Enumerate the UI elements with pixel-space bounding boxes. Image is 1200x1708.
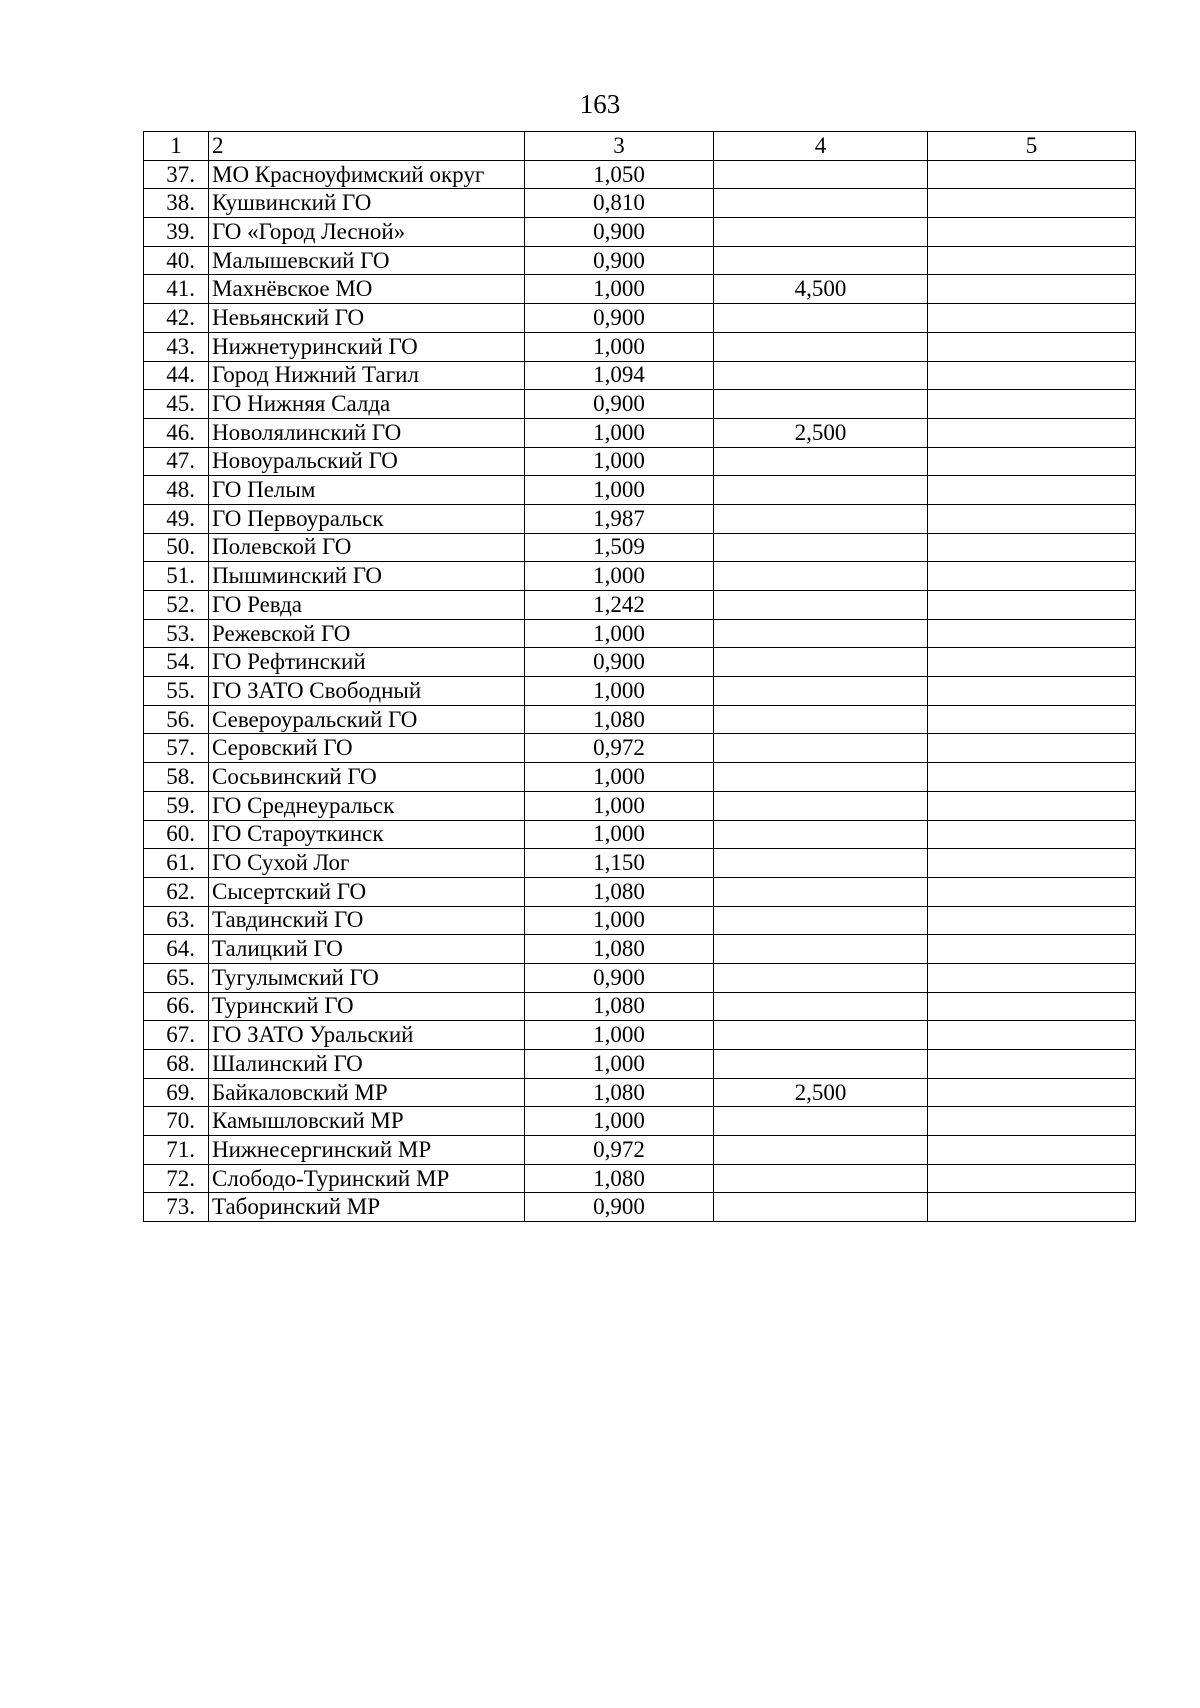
cell-col-index: 38.: [144, 189, 209, 218]
cell-col-5: [928, 304, 1136, 333]
cell-col-index: 61.: [144, 849, 209, 878]
cell-col-4: [714, 619, 928, 648]
cell-col-5: [928, 504, 1136, 533]
cell-col-4: [714, 304, 928, 333]
cell-col-index: 40.: [144, 246, 209, 275]
cell-col-coefficient: 0,900: [525, 218, 714, 247]
cell-col-5: [928, 619, 1136, 648]
table-row: [144, 849, 1136, 878]
cell-col-coefficient: 0,900: [525, 648, 714, 677]
table-row: [144, 390, 1136, 419]
cell-col-coefficient: 1,509: [525, 533, 714, 562]
table-row: [144, 504, 1136, 533]
cell-col-index: 63.: [144, 906, 209, 935]
table-row: [144, 246, 1136, 275]
cell-col-5: [928, 992, 1136, 1021]
cell-col-4: [714, 476, 928, 505]
cell-col-4: [714, 963, 928, 992]
cell-col-index: 46.: [144, 418, 209, 447]
table-row: [144, 189, 1136, 218]
header-row: [144, 132, 1136, 161]
cell-col-coefficient: 1,000: [525, 791, 714, 820]
cell-col-coefficient: 1,080: [525, 992, 714, 1021]
cell-col-name: Сысертский ГО: [209, 877, 525, 906]
table-row: [144, 877, 1136, 906]
table-row: [144, 447, 1136, 476]
cell-col-5: [928, 246, 1136, 275]
cell-col-name: Серовский ГО: [209, 734, 525, 763]
cell-col-coefficient: 0,810: [525, 189, 714, 218]
cell-col-index: 65.: [144, 963, 209, 992]
header-cell-col-index: 1: [144, 132, 209, 161]
cell-col-index: 59.: [144, 791, 209, 820]
header-cell-col-4: 4: [714, 132, 928, 161]
cell-col-5: [928, 189, 1136, 218]
cell-col-5: [928, 275, 1136, 304]
cell-col-5: [928, 963, 1136, 992]
cell-col-index: 67.: [144, 1021, 209, 1050]
cell-col-coefficient: 1,000: [525, 332, 714, 361]
cell-col-4: [714, 390, 928, 419]
cell-col-name: Малышевский ГО: [209, 246, 525, 275]
table-row: [144, 992, 1136, 1021]
cell-col-coefficient: 1,000: [525, 447, 714, 476]
cell-col-name: ГО Нижняя Салда: [209, 390, 525, 419]
cell-col-coefficient: 1,000: [525, 275, 714, 304]
cell-col-5: [928, 390, 1136, 419]
cell-col-index: 48.: [144, 476, 209, 505]
data-table: [143, 131, 1136, 1222]
cell-col-4: [714, 849, 928, 878]
cell-col-index: 51.: [144, 562, 209, 591]
cell-col-coefficient: 1,080: [525, 1078, 714, 1107]
cell-col-coefficient: 1,000: [525, 476, 714, 505]
cell-col-coefficient: 0,972: [525, 1136, 714, 1165]
cell-col-coefficient: 1,000: [525, 677, 714, 706]
cell-col-4: [714, 332, 928, 361]
cell-col-index: 64.: [144, 935, 209, 964]
table-row: [144, 476, 1136, 505]
cell-col-coefficient: 1,000: [525, 1021, 714, 1050]
cell-col-name: Невьянский ГО: [209, 304, 525, 333]
cell-col-name: ГО Ревда: [209, 591, 525, 620]
cell-col-name: Новоуральский ГО: [209, 447, 525, 476]
table-body: [144, 160, 1136, 1221]
cell-col-4: [714, 906, 928, 935]
cell-col-4: [714, 791, 928, 820]
table-row: [144, 935, 1136, 964]
cell-col-5: [928, 734, 1136, 763]
cell-col-5: [928, 1021, 1136, 1050]
cell-col-index: 55.: [144, 677, 209, 706]
cell-col-5: [928, 1107, 1136, 1136]
cell-col-name: ГО ЗАТО Уральский: [209, 1021, 525, 1050]
cell-col-index: 58.: [144, 763, 209, 792]
cell-col-4: [714, 562, 928, 591]
cell-col-index: 49.: [144, 504, 209, 533]
cell-col-index: 39.: [144, 218, 209, 247]
cell-col-name: Полевской ГО: [209, 533, 525, 562]
cell-col-coefficient: 1,050: [525, 160, 714, 189]
cell-col-coefficient: 1,000: [525, 562, 714, 591]
cell-col-5: [928, 1136, 1136, 1165]
cell-col-coefficient: 1,080: [525, 935, 714, 964]
cell-col-name: Город Нижний Тагил: [209, 361, 525, 390]
table-row: [144, 533, 1136, 562]
table-row: [144, 791, 1136, 820]
cell-col-index: 72.: [144, 1164, 209, 1193]
cell-col-4: [714, 1021, 928, 1050]
cell-col-5: [928, 906, 1136, 935]
cell-col-5: [928, 705, 1136, 734]
cell-col-coefficient: 0,900: [525, 246, 714, 275]
cell-col-coefficient: 1,000: [525, 820, 714, 849]
cell-col-index: 42.: [144, 304, 209, 333]
cell-col-index: 71.: [144, 1136, 209, 1165]
cell-col-name: Туринский ГО: [209, 992, 525, 1021]
cell-col-name: ГО «Город Лесной»: [209, 218, 525, 247]
header-cell-col-name: 2: [209, 132, 525, 161]
cell-col-name: ГО Пелым: [209, 476, 525, 505]
cell-col-name: ГО Сухой Лог: [209, 849, 525, 878]
cell-col-coefficient: 1,000: [525, 1107, 714, 1136]
cell-col-4: [714, 677, 928, 706]
cell-col-name: Тавдинский ГО: [209, 906, 525, 935]
cell-col-4: 2,500: [714, 1078, 928, 1107]
table-row: [144, 160, 1136, 189]
cell-col-5: [928, 591, 1136, 620]
cell-col-5: [928, 648, 1136, 677]
cell-col-coefficient: 1,987: [525, 504, 714, 533]
cell-col-name: Новолялинский ГО: [209, 418, 525, 447]
table-row: [144, 820, 1136, 849]
table-row: [144, 734, 1136, 763]
cell-col-5: [928, 877, 1136, 906]
cell-col-4: [714, 763, 928, 792]
page-number: 163: [579, 89, 621, 119]
cell-col-coefficient: 1,000: [525, 418, 714, 447]
cell-col-name: Талицкий ГО: [209, 935, 525, 964]
cell-col-coefficient: 1,150: [525, 849, 714, 878]
cell-col-4: [714, 1164, 928, 1193]
cell-col-5: [928, 562, 1136, 591]
cell-col-5: [928, 1078, 1136, 1107]
cell-col-4: [714, 734, 928, 763]
table-row: [144, 1107, 1136, 1136]
cell-col-4: [714, 533, 928, 562]
cell-col-4: [714, 1107, 928, 1136]
cell-col-index: 43.: [144, 332, 209, 361]
table-row: [144, 562, 1136, 591]
cell-col-index: 70.: [144, 1107, 209, 1136]
cell-col-name: Тугулымский ГО: [209, 963, 525, 992]
table-row: [144, 332, 1136, 361]
cell-col-4: [714, 591, 928, 620]
cell-col-name: МО Красноуфимский округ: [209, 160, 525, 189]
cell-col-5: [928, 791, 1136, 820]
cell-col-coefficient: 1,080: [525, 1164, 714, 1193]
cell-col-name: Слободо-Туринский МР: [209, 1164, 525, 1193]
cell-col-5: [928, 677, 1136, 706]
cell-col-5: [928, 447, 1136, 476]
cell-col-index: 68.: [144, 1050, 209, 1079]
header-cell-col-coefficient: 3: [525, 132, 714, 161]
cell-col-4: [714, 447, 928, 476]
cell-col-4: 2,500: [714, 418, 928, 447]
cell-col-4: [714, 246, 928, 275]
cell-col-coefficient: 0,900: [525, 1193, 714, 1222]
cell-col-4: [714, 935, 928, 964]
cell-col-index: 53.: [144, 619, 209, 648]
cell-col-5: [928, 361, 1136, 390]
cell-col-name: ГО Среднеуральск: [209, 791, 525, 820]
cell-col-5: [928, 820, 1136, 849]
cell-col-index: 41.: [144, 275, 209, 304]
cell-col-coefficient: 0,972: [525, 734, 714, 763]
table-row: [144, 705, 1136, 734]
cell-col-5: [928, 763, 1136, 792]
cell-col-5: [928, 849, 1136, 878]
table-row: [144, 1050, 1136, 1079]
cell-col-name: Шалинский ГО: [209, 1050, 525, 1079]
cell-col-name: Таборинский МР: [209, 1193, 525, 1222]
table-row: [144, 763, 1136, 792]
cell-col-index: 37.: [144, 160, 209, 189]
cell-col-4: [714, 218, 928, 247]
cell-col-name: ГО ЗАТО Свободный: [209, 677, 525, 706]
table-row: [144, 361, 1136, 390]
cell-col-4: 4,500: [714, 275, 928, 304]
cell-col-5: [928, 1193, 1136, 1222]
table-row: [144, 275, 1136, 304]
table-row: [144, 304, 1136, 333]
cell-col-4: [714, 820, 928, 849]
cell-col-4: [714, 648, 928, 677]
table-row: [144, 1136, 1136, 1165]
cell-col-index: 57.: [144, 734, 209, 763]
cell-col-4: [714, 1193, 928, 1222]
cell-col-5: [928, 1164, 1136, 1193]
cell-col-index: 66.: [144, 992, 209, 1021]
cell-col-index: 60.: [144, 820, 209, 849]
cell-col-coefficient: 1,094: [525, 361, 714, 390]
cell-col-name: Нижнетуринский ГО: [209, 332, 525, 361]
cell-col-name: Нижнесергинский МР: [209, 1136, 525, 1165]
table-header: [144, 132, 1136, 161]
cell-col-4: [714, 705, 928, 734]
cell-col-name: ГО Староуткинск: [209, 820, 525, 849]
table-row: [144, 1193, 1136, 1222]
cell-col-4: [714, 1050, 928, 1079]
cell-col-5: [928, 476, 1136, 505]
cell-col-coefficient: 1,242: [525, 591, 714, 620]
cell-col-5: [928, 218, 1136, 247]
cell-col-index: 62.: [144, 877, 209, 906]
cell-col-name: Режевской ГО: [209, 619, 525, 648]
cell-col-5: [928, 935, 1136, 964]
cell-col-index: 52.: [144, 591, 209, 620]
header-cell-col-5: 5: [928, 132, 1136, 161]
cell-col-4: [714, 361, 928, 390]
table-row: [144, 648, 1136, 677]
cell-col-4: [714, 992, 928, 1021]
cell-col-4: [714, 877, 928, 906]
cell-col-index: 73.: [144, 1193, 209, 1222]
cell-col-coefficient: 1,080: [525, 877, 714, 906]
cell-col-index: 47.: [144, 447, 209, 476]
cell-col-4: [714, 160, 928, 189]
table-row: [144, 1164, 1136, 1193]
cell-col-index: 50.: [144, 533, 209, 562]
table-row: [144, 963, 1136, 992]
cell-col-name: Кушвинский ГО: [209, 189, 525, 218]
cell-col-4: [714, 1136, 928, 1165]
cell-col-5: [928, 418, 1136, 447]
cell-col-name: Пышминский ГО: [209, 562, 525, 591]
cell-col-coefficient: 1,080: [525, 705, 714, 734]
cell-col-index: 56.: [144, 705, 209, 734]
table-row: [144, 1078, 1136, 1107]
cell-col-coefficient: 1,000: [525, 763, 714, 792]
cell-col-5: [928, 1050, 1136, 1079]
cell-col-index: 45.: [144, 390, 209, 419]
cell-col-name: Североуральский ГО: [209, 705, 525, 734]
cell-col-5: [928, 160, 1136, 189]
cell-col-4: [714, 189, 928, 218]
table-row: [144, 619, 1136, 648]
cell-col-coefficient: 1,000: [525, 1050, 714, 1079]
table-row: [144, 591, 1136, 620]
table-row: [144, 677, 1136, 706]
cell-col-name: Сосьвинский ГО: [209, 763, 525, 792]
cell-col-index: 69.: [144, 1078, 209, 1107]
cell-col-name: Байкаловский МР: [209, 1078, 525, 1107]
cell-col-4: [714, 504, 928, 533]
cell-col-name: ГО Первоуральск: [209, 504, 525, 533]
cell-col-coefficient: 0,900: [525, 304, 714, 333]
table-row: [144, 218, 1136, 247]
cell-col-name: Камышловский МР: [209, 1107, 525, 1136]
cell-col-index: 54.: [144, 648, 209, 677]
cell-col-coefficient: 1,000: [525, 906, 714, 935]
cell-col-index: 44.: [144, 361, 209, 390]
cell-col-name: Махнёвское МО: [209, 275, 525, 304]
cell-col-coefficient: 0,900: [525, 390, 714, 419]
cell-col-5: [928, 332, 1136, 361]
cell-col-coefficient: 0,900: [525, 963, 714, 992]
cell-col-coefficient: 1,000: [525, 619, 714, 648]
table-row: [144, 906, 1136, 935]
table-row: [144, 1021, 1136, 1050]
cell-col-name: ГО Рефтинский: [209, 648, 525, 677]
cell-col-5: [928, 533, 1136, 562]
table-row: [144, 418, 1136, 447]
